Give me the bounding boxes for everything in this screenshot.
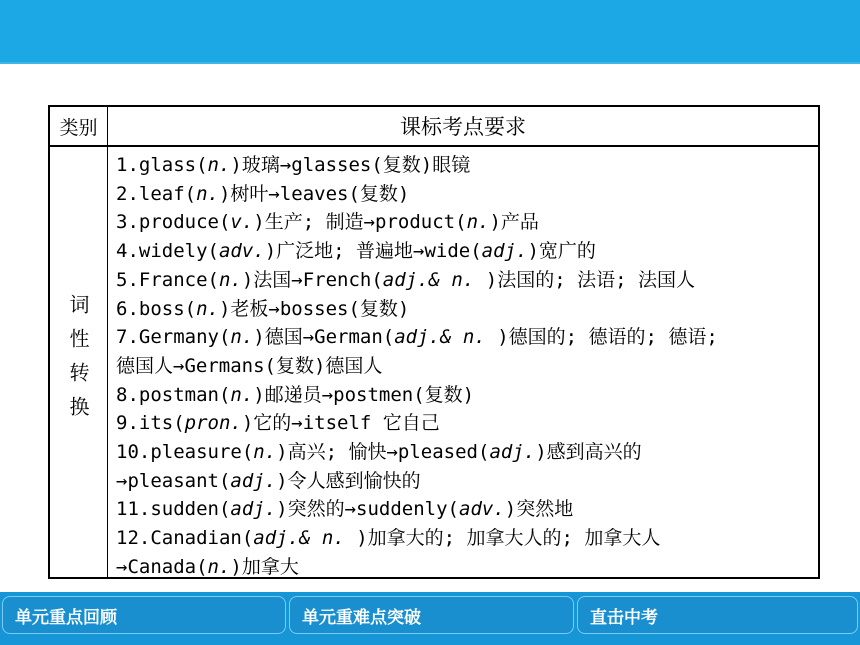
category-header: 类别 — [50, 107, 108, 147]
tab-key-difficulties[interactable]: 单元重难点突破 — [289, 596, 574, 634]
category-cell — [50, 147, 108, 577]
line-text: 12.Canadian( — [116, 527, 254, 550]
content-line — [116, 180, 812, 209]
line-text: 1.glass( — [116, 154, 208, 176]
line-text: )法国→French( — [241, 268, 383, 291]
line-text: 9.its( — [116, 412, 185, 435]
part-of-speech: adj.& n. — [253, 527, 345, 550]
part-of-speech: adj.& n. — [394, 326, 486, 349]
requirement-header: 课标考点要求 — [108, 107, 818, 147]
line-text: )老板→bosses(复数) — [218, 297, 410, 320]
content-line — [116, 409, 812, 438]
part-of-speech: n. — [230, 326, 254, 349]
content-line — [116, 467, 812, 496]
vocab-table — [48, 105, 820, 579]
part-of-speech: adj.& n. — [382, 268, 475, 291]
line-text: 6.boss( — [116, 297, 197, 320]
line-text: 10.pleasure( — [116, 441, 254, 464]
part-of-speech: v. — [230, 211, 254, 234]
content-line — [116, 352, 812, 381]
line-text: 8.postman( — [116, 383, 231, 406]
category-label: 词性转换 — [66, 294, 90, 430]
line-text: )玻璃→glasses(复数)眼镜 — [230, 154, 471, 176]
line-text: )产品 — [489, 211, 539, 234]
line-text: 德国人→Germans(复数)德国人 — [116, 354, 383, 377]
tab-unit-review[interactable]: 单元重点回顾 — [2, 596, 286, 634]
content-line — [116, 381, 812, 410]
part-of-speech: pron. — [184, 412, 242, 435]
line-text: )加拿大 — [230, 555, 299, 578]
line-text: 11.sudden( — [116, 498, 231, 521]
part-of-speech: adj. — [489, 441, 536, 464]
content-line — [116, 524, 812, 553]
header-band — [0, 0, 860, 64]
content-line — [116, 495, 812, 524]
part-of-speech: n. — [466, 211, 490, 234]
content-line — [116, 438, 812, 467]
line-text: )德国的; 德语的; 德语; — [485, 326, 718, 349]
line-text: 4.widely( — [116, 240, 219, 263]
line-text: →pleasant( — [116, 469, 231, 492]
part-of-speech: n. — [253, 441, 277, 464]
line-text: 3.produce( — [116, 211, 231, 234]
line-text: )广泛地; 普遍地→wide( — [264, 240, 482, 263]
content-line — [116, 266, 812, 295]
content-line — [116, 208, 812, 237]
line-text: )宽广的 — [527, 240, 596, 263]
line-text: )它的→itself 它自己 — [241, 412, 440, 435]
tab-exam-practice[interactable]: 直击中考 — [577, 596, 858, 634]
content-line — [116, 295, 812, 324]
line-text: )突然的→suddenly( — [276, 498, 459, 521]
content-line — [116, 553, 812, 582]
part-of-speech: n. — [207, 154, 231, 176]
part-of-speech: adj. — [230, 498, 277, 521]
content-line — [116, 151, 812, 180]
line-text: )邮递员→postmen(复数) — [253, 383, 475, 406]
part-of-speech: n. — [196, 182, 219, 205]
line-text: )感到高兴的 — [535, 441, 642, 464]
line-text: )加拿大的; 加拿大人的; 加拿大人 — [344, 527, 661, 550]
line-text: →Canada( — [116, 555, 208, 578]
content-line — [116, 237, 812, 266]
requirement-content — [116, 151, 812, 577]
part-of-speech: adj. — [481, 240, 528, 263]
line-text: )突然地 — [504, 498, 574, 521]
part-of-speech: adv. — [459, 498, 505, 521]
line-text: )令人感到愉快的 — [276, 469, 421, 492]
line-text: )法国的; 法语; 法国人 — [474, 268, 695, 291]
part-of-speech: n. — [218, 268, 242, 291]
line-text: )树叶→leaves(复数) — [218, 182, 410, 205]
part-of-speech: n. — [230, 383, 254, 406]
content-line — [116, 323, 812, 352]
line-text: 2.leaf( — [116, 182, 197, 205]
line-text: 7.Germany( — [116, 326, 231, 349]
part-of-speech: n. — [207, 555, 231, 578]
line-text: )生产; 制造→product( — [253, 211, 467, 234]
part-of-speech: adj. — [230, 469, 277, 492]
line-text: )高兴; 愉快→pleased( — [276, 441, 490, 464]
line-text: )德国→German( — [253, 326, 395, 349]
part-of-speech: adv. — [218, 240, 265, 263]
line-text: 5.France( — [116, 268, 219, 291]
part-of-speech: n. — [196, 297, 219, 320]
